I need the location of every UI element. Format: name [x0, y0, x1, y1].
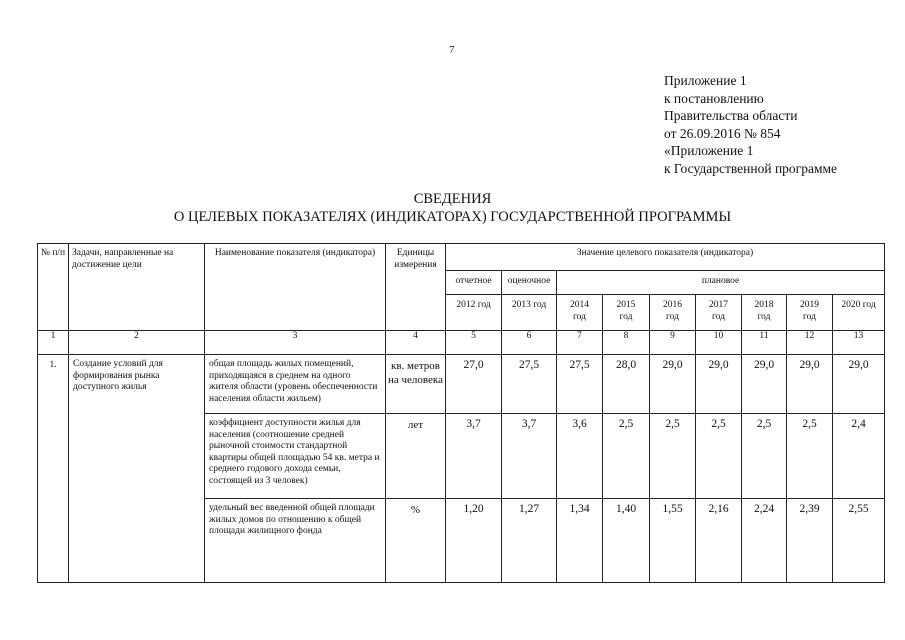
task-cell: Создание условий для формирования рынка доступного жилья	[69, 355, 205, 583]
column-number: 4	[386, 331, 446, 355]
value-cell: 1,40	[603, 499, 650, 583]
column-number: 7	[557, 331, 603, 355]
value-cell: 27,5	[502, 355, 557, 414]
appendix-line: «Приложение 1	[664, 143, 754, 158]
column-number: 3	[205, 331, 386, 355]
indicator-cell: общая площадь жилых помещений, приходящаяся в среднем на одного жителя области (уровень обеспеченности населения области жильем)	[205, 355, 386, 414]
column-number: 11	[742, 331, 787, 355]
header-num: № п/п	[38, 244, 69, 331]
value-cell: 3,7	[502, 414, 557, 499]
unit-cell: кв. метров на человека	[386, 355, 446, 414]
column-number: 1	[38, 331, 69, 355]
value-cell: 29,0	[787, 355, 833, 414]
unit-cell: %	[386, 499, 446, 583]
value-cell: 2,24	[742, 499, 787, 583]
header-planned: плановое	[557, 271, 885, 295]
appendix-reference	[664, 72, 837, 177]
value-cell: 1,34	[557, 499, 603, 583]
value-cell: 29,0	[742, 355, 787, 414]
appendix-line: к постановлению	[664, 90, 764, 106]
year-header: 2020 год	[833, 295, 885, 331]
year-header: 2015 год	[603, 295, 650, 331]
value-cell: 2,5	[603, 414, 650, 499]
column-number: 13	[833, 331, 885, 355]
value-cell: 3,7	[446, 414, 502, 499]
column-number: 9	[650, 331, 696, 355]
value-cell: 2,5	[696, 414, 742, 499]
column-number-row	[38, 331, 885, 355]
year-header: 2013 год	[502, 295, 557, 331]
row-number: 1.	[38, 355, 69, 583]
column-number: 6	[502, 331, 557, 355]
value-cell: 3,6	[557, 414, 603, 499]
column-number: 8	[603, 331, 650, 355]
indicator-cell: коэффициент доступности жилья для населения (соотношение средней рыночной стоимости стандартной квартиры общей площадью 54 кв. метра и среднего годового дохода семьи, состоящей из 3 человек)	[205, 414, 386, 499]
value-cell: 28,0	[603, 355, 650, 414]
document-subtitle: О ЦЕЛЕВЫХ ПОКАЗАТЕЛЯХ (ИНДИКАТОРАХ) ГОСУДАРСТВЕННОЙ ПРОГРАММЫ	[173, 209, 732, 225]
table-row	[38, 355, 885, 414]
page-number: 7	[449, 44, 455, 56]
value-cell: 2,4	[833, 414, 885, 499]
value-cell: 1,55	[650, 499, 696, 583]
value-cell: 29,0	[650, 355, 696, 414]
value-cell: 1,20	[446, 499, 502, 583]
column-number: 10	[696, 331, 742, 355]
indicator-cell: удельный вес введенной общей площади жилых домов по отношению к общей площади жилищного фонда	[205, 499, 386, 583]
appendix-line: Приложение 1	[664, 73, 747, 88]
header-reporting: отчетное	[446, 271, 502, 295]
document-title: СВЕДЕНИЯ	[413, 191, 492, 207]
value-cell: 2,39	[787, 499, 833, 583]
value-cell: 2,5	[787, 414, 833, 499]
value-cell: 2,5	[742, 414, 787, 499]
value-cell: 29,0	[833, 355, 885, 414]
column-number: 5	[446, 331, 502, 355]
column-number: 2	[69, 331, 205, 355]
value-cell: 2,5	[650, 414, 696, 499]
value-cell: 1,27	[502, 499, 557, 583]
year-header: 2014 год	[557, 295, 603, 331]
header-units: Единицы измерения	[386, 244, 446, 331]
header-estimated: оценочное	[502, 271, 557, 295]
header-row	[38, 244, 885, 271]
year-header: 2017 год	[696, 295, 742, 331]
appendix-line: к Государственной программе	[664, 160, 838, 176]
year-header: 2012 год	[446, 295, 502, 331]
value-cell: 29,0	[696, 355, 742, 414]
header-value: Значение целевого показателя (индикатора)	[446, 244, 885, 271]
header-tasks: Задачи, направленные на достижение цели	[69, 244, 205, 331]
year-header: 2019 год	[787, 295, 833, 331]
value-cell: 27,5	[557, 355, 603, 414]
value-cell: 27,0	[446, 355, 502, 414]
appendix-line: Правительства области	[664, 108, 798, 123]
unit-cell: лет	[386, 414, 446, 499]
appendix-line: от 26.09.2016 № 854	[664, 125, 781, 141]
column-number: 12	[787, 331, 833, 355]
value-cell: 2,16	[696, 499, 742, 583]
indicators-table	[37, 243, 885, 583]
value-cell: 2,55	[833, 499, 885, 583]
year-header: 2016 год	[650, 295, 696, 331]
header-indicator: Наименование показателя (индикатора)	[205, 244, 386, 331]
year-header: 2018 год	[742, 295, 787, 331]
